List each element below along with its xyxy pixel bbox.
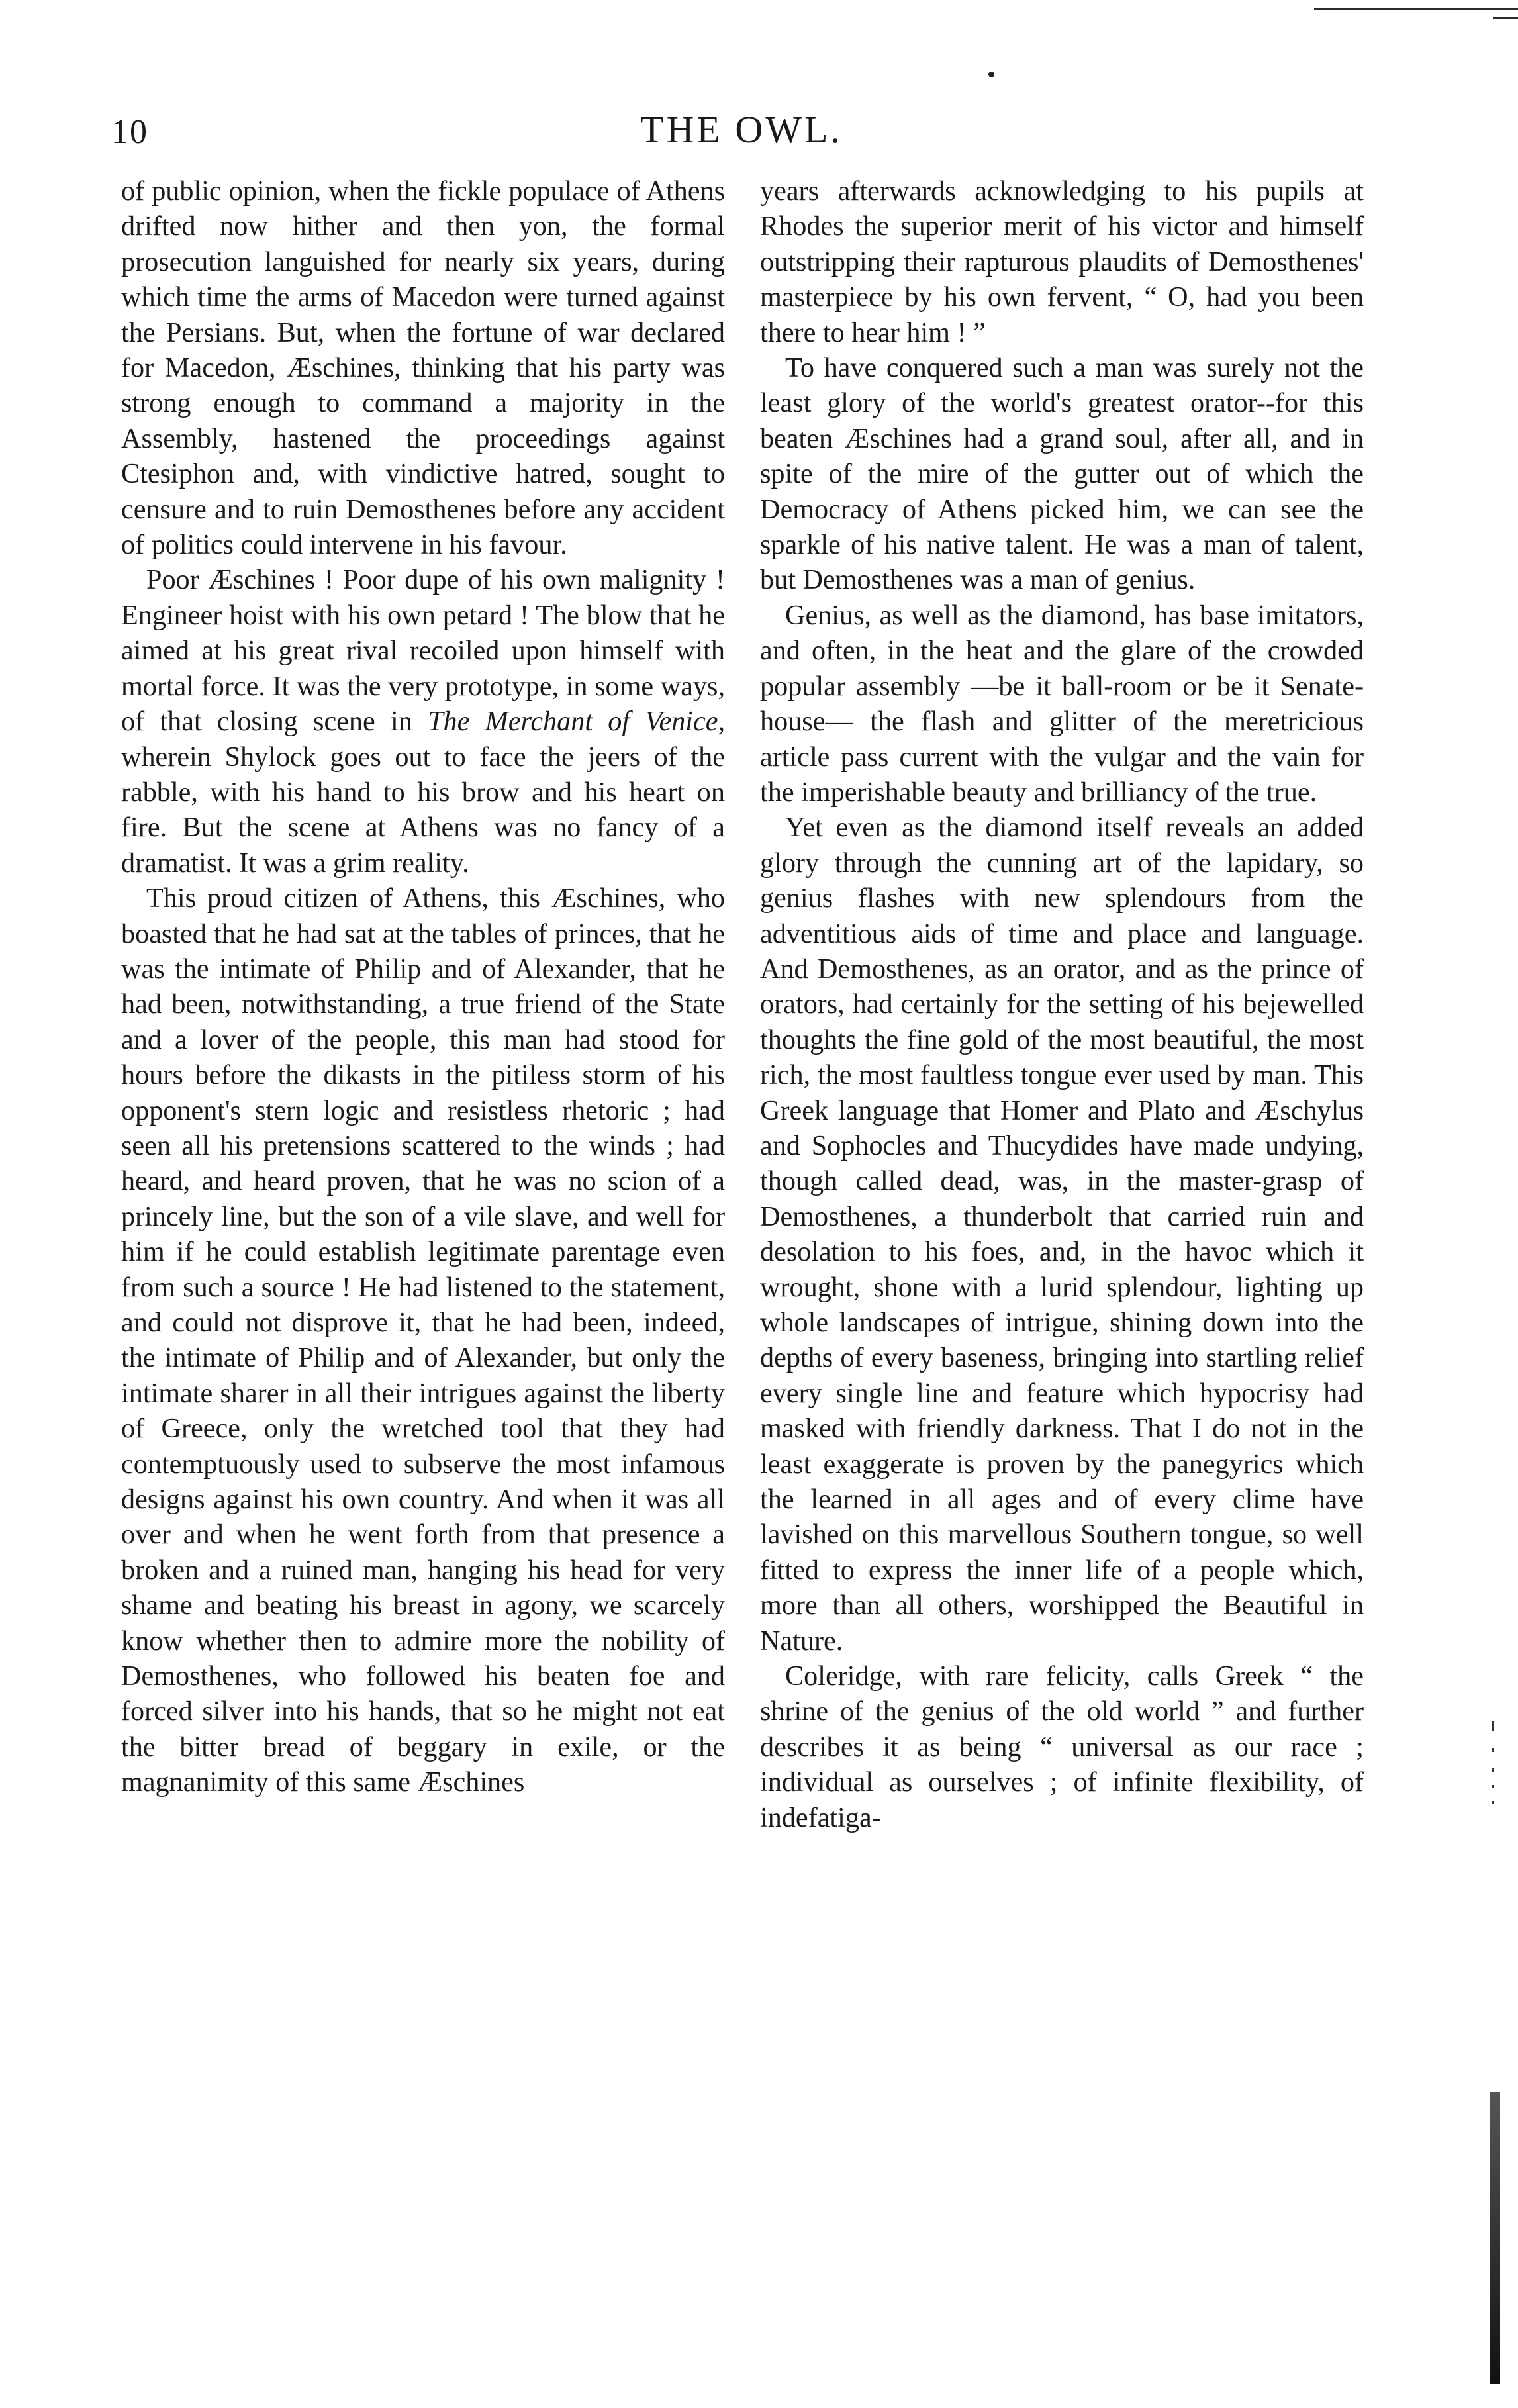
paragraph [760,350,1364,598]
page-number: 10 [111,113,148,151]
paragraph [121,562,725,881]
paragraph-text: This proud citizen of Athens, this Æschines, who boasted that he had sat at the tables of princes, that he was the intimate of Philip and of Alexander, that he had been, notwithstanding, a true friend of the State and a lover of the people, this man had stood for hours before the dikasts in the pitiless storm of his opponent's stern logic and resistless rhetoric ; had seen all his pretensions scattered to the winds ; had heard, and heard proven, that he was no scion of a princely line, but the son of a vile slave, and well for him if he could establish legitimate parentage even from such a source ! He had listened to the statement, and could not disprove it, that he had been, indeed, the intimate of Philip and of Alexander, but only the intimate sharer in all their intrigues against the liberty of Greece, only the wretched tool that they had contemptuously used to subserve the most infamous designs against his own country. And when it was all over and when he went forth from that presence a broken and a ruined man, hanging his head for very shame and beating his breast in agony, we scarcely know whether then to admire more the nobility of Demosthenes, who followed his beaten foe and forced silver into his hands, that so he might not eat the bitter bread of beggary in exile, or the magnanimity of this same Æschines [121,883,725,1798]
ink-dot [988,72,994,77]
paragraph-text: years afterwards acknowledging to his pupils at Rhodes the superior merit of his victor and himself outstripping their rapturous plaudits of Demosthenes' masterpiece by his own fervent, “ O, had you been there to hear him ! ” [760,175,1364,348]
top-rule-short [1493,17,1518,19]
paragraph-text: Coleridge, with rare felicity, calls Greek “ the shrine of the genius of the old world ” and further describes it as being “ universal as our race ; individual as ourselves ; of infinite flexibility, of indefatiga- [760,1661,1364,1833]
paragraph-text: of public opinion, when the fickle populace of Athens drifted now hither and then yon, the formal prosecution languished for nearly six years, during which time the arms of Macedon were turned against the Persians. But, when the fortune of war declared for Macedon, Æschines, thinking that his party was strong enough to command a majority in the Assembly, hastened the proceedings against Ctesiphon and, with vindictive hatred, sought to censure and to ruin Demosthenes before any accident of politics could intervene in his favour. [121,175,725,561]
margin-marks [1490,1721,1518,2384]
top-rule [1314,8,1518,10]
paragraph-text: Yet even as the diamond itself reveals an added glory through the cunning art of the lapidary, so genius flashes with new splendours from the adventitious aids of time and place and language. And Demosthenes, as an orator, and as the prince of orators, had certainly for the setting of his bejewelled thoughts the fine gold of the most beautiful, the most rich, the most faultless tongue ever used by man. This Greek language that Homer and Plato and Æschylus and Sophocles and Thucydides have made undying, though called dead, was, in the master-grasp of Demosthenes, a thunderbolt that carried ruin and desolation to his foes, and, in the havoc which it wrought, shone with a lurid splendour, lighting up whole landscapes of intrigue, shining down into the depths of every baseness, bringing into startling relief every single line and feature which hypocrisy had masked with friendly darkness. That I do not in the least exaggerate is proven by the panegyrics which the learned in all ages and of every clime have lavished on this marvellous Southern tongue, so well fitted to express the inner life of a people which, more than all others, worshipped the Beautiful in Nature. [760,812,1364,1657]
left-column [121,173,725,1800]
paragraph-text: Poor Æschines ! Poor dupe of his own malignity ! Engineer hoist with his own petard ! The blow that he aimed at his great rival recoiled upon himself with mortal force. It was the very prototype, in some ways, of that closing scene in [121,564,725,738]
paragraph-text: , wherein Shylock goes out to face the jeers of the rabble, with his hand to his brow and his heart on fire. But the scene at Athens was no fancy of a dramatist. It was a grim reality. [121,706,726,879]
paragraph-text: Genius, as well as the diamond, has base imitators, and often, in the heat and the glare of the crowded popular assembly —be it ball-room or be it Senate-house— the flash and glitter of the meretricious article pass current with the vulgar and the vain for the imperishable beauty and brilliancy of the true. [760,599,1364,808]
paragraph [760,173,1364,350]
paragraph-text: To have conquered such a man was surely not the least glory of the world's greatest orator--for this beaten Æschines had a grand soul, after all, and in spite of the mire of the gutter out of which the Democracy of Athens picked him, we can see the sparkle of his native talent. He was a man of talent, but Demosthenes was a man of genius. [760,352,1364,596]
paragraph [121,173,725,562]
paragraph [760,598,1364,810]
right-column [760,173,1364,1835]
paragraph [121,881,725,1800]
margin-bar [1490,2092,1500,2384]
paragraph [760,1659,1364,1835]
paragraph [760,810,1364,1659]
italic-title: The Merchant of Venice [428,706,718,738]
running-head: THE OWL. [640,108,843,151]
